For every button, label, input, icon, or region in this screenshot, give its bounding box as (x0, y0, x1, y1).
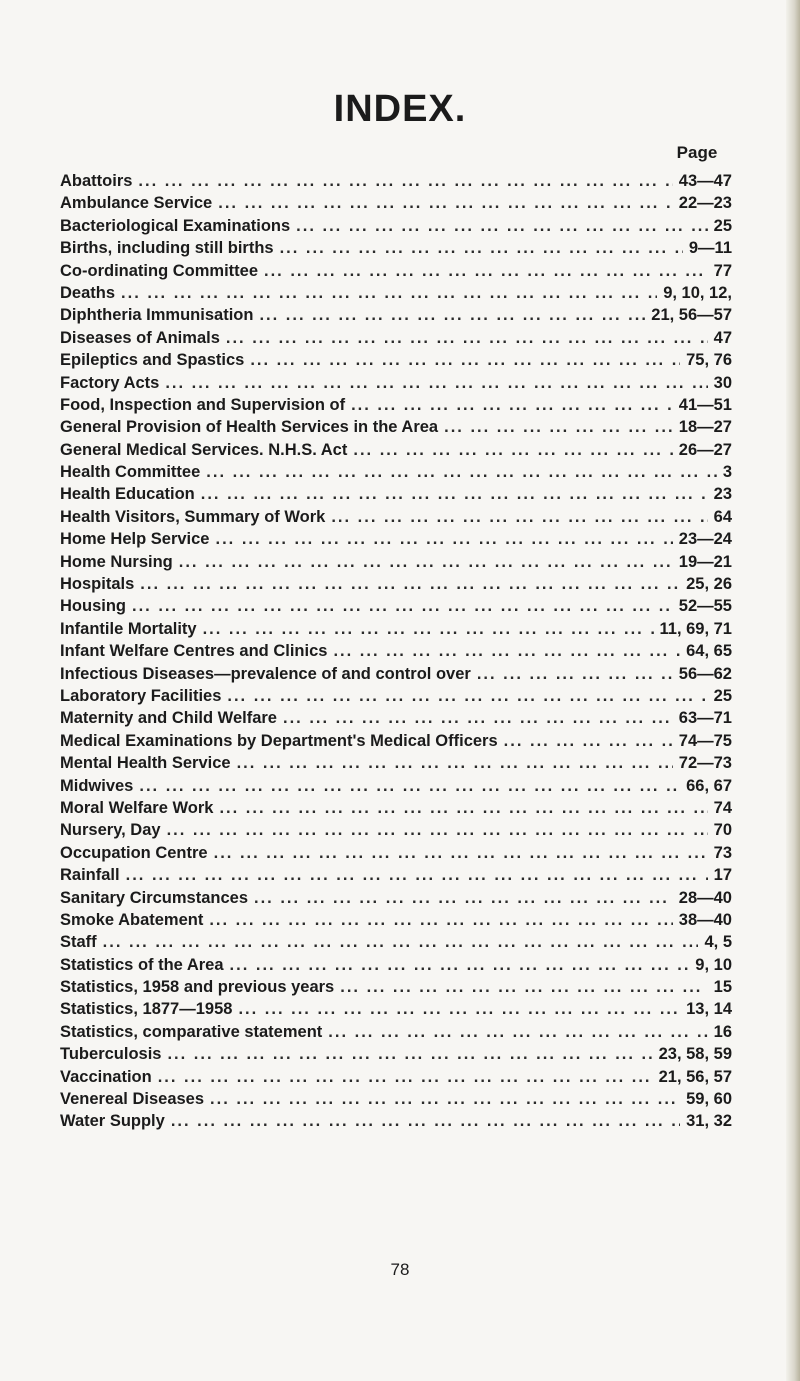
entry-pages: 17 (713, 866, 732, 885)
index-entry (60, 349, 732, 371)
dot-leader (333, 640, 680, 662)
dot-leader (139, 775, 680, 797)
entry-label: Midwives (60, 776, 134, 795)
dot-leader (121, 282, 657, 304)
dot-leader (226, 327, 708, 349)
entry-label: Bacteriological Examinations (60, 216, 291, 235)
index-entry (60, 998, 732, 1020)
dot-leader (132, 595, 673, 617)
entry-pages: 75, 76 (686, 351, 732, 370)
entry-label: Diphtheria Immunisation (60, 306, 254, 325)
index-entry (60, 260, 732, 282)
entry-pages: 9, 10, 12, (663, 283, 732, 302)
entry-pages: 25, 26 (686, 575, 732, 594)
dot-leader (328, 1021, 707, 1043)
entry-label: Rainfall (60, 866, 120, 885)
entry-pages: 73 (713, 843, 732, 862)
entry-pages: 31, 32 (686, 1112, 732, 1131)
index-entry (60, 461, 732, 483)
entry-pages: 64, 65 (686, 642, 732, 661)
dot-leader (215, 528, 672, 550)
dot-leader (219, 797, 707, 819)
entry-label: Mental Health Service (60, 754, 231, 773)
index-entry (60, 819, 732, 841)
page-edge-shadow (786, 0, 800, 1381)
entry-label: General Medical Services. N.H.S. Act (60, 440, 348, 459)
dot-leader (331, 506, 707, 528)
entry-pages: 38—40 (678, 910, 732, 929)
index-entry (60, 394, 732, 416)
entry-label: Staff (60, 933, 97, 952)
entry-pages: 21, 56—57 (651, 306, 732, 325)
index-entry (60, 595, 732, 617)
dot-leader (230, 954, 690, 976)
index-entry (60, 282, 732, 304)
entry-pages: 66, 67 (686, 776, 732, 795)
entry-pages: 63—71 (678, 709, 732, 728)
entry-pages: 52—55 (678, 597, 732, 616)
entry-label: Vaccination (60, 1067, 152, 1086)
index-entry (60, 327, 732, 349)
index-entry (60, 730, 732, 752)
index-entry (60, 707, 732, 729)
dot-leader (351, 394, 673, 416)
entry-pages: 64 (713, 507, 732, 526)
dot-leader (340, 976, 707, 998)
index-entry (60, 372, 732, 394)
page-title: INDEX. (333, 88, 467, 130)
entry-pages: 23 (713, 485, 732, 504)
entry-label: Home Help Service (60, 530, 210, 549)
index-entry (60, 483, 732, 505)
dot-leader (167, 819, 708, 841)
entry-label: Deaths (60, 283, 116, 302)
entry-label: Smoke Abatement (60, 910, 204, 929)
entry-pages: 22—23 (678, 194, 732, 213)
entry-label: Moral Welfare Work (60, 798, 214, 817)
dot-leader (237, 752, 673, 774)
entry-pages: 47 (713, 328, 732, 347)
entry-pages: 15 (713, 978, 732, 997)
entry-pages: 26—27 (678, 440, 732, 459)
entry-label: Statistics, 1958 and previous years (60, 978, 335, 997)
entry-pages: 18—27 (678, 418, 732, 437)
dot-leader (264, 260, 708, 282)
dot-leader (227, 685, 707, 707)
entry-pages: 25 (713, 686, 732, 705)
entry-pages: 9—11 (688, 239, 732, 258)
entry-label: Health Education (60, 485, 195, 504)
index-entry (60, 192, 732, 214)
dot-leader (254, 887, 673, 909)
dot-leader (214, 842, 708, 864)
dot-leader (238, 998, 680, 1020)
entry-label: Diseases of Animals (60, 328, 220, 347)
entry-pages: 70 (713, 821, 732, 840)
index-entry (60, 551, 732, 573)
entry-label: Statistics of the Area (60, 955, 224, 974)
entry-pages: 3 (722, 463, 732, 482)
index-entry (60, 1066, 732, 1088)
entry-pages: 41—51 (678, 395, 732, 414)
index-entry (60, 887, 732, 909)
index-entries (60, 170, 732, 1133)
entry-label: Births, including still births (60, 239, 274, 258)
entry-pages: 23—24 (678, 530, 732, 549)
index-entry (60, 775, 732, 797)
dot-leader (138, 170, 672, 192)
entry-pages: 56—62 (678, 664, 732, 683)
page-number: 78 (390, 1260, 410, 1279)
entry-label: Maternity and Child Welfare (60, 709, 277, 728)
dot-leader (296, 215, 707, 237)
entry-label: Ambulance Service (60, 194, 213, 213)
dot-leader (477, 663, 673, 685)
dot-leader (103, 931, 699, 953)
dot-leader (280, 237, 683, 259)
index-entry (60, 439, 732, 461)
dot-leader (171, 1110, 680, 1132)
entry-label: Home Nursing (60, 552, 173, 571)
index-entry (60, 954, 732, 976)
entry-pages: 74 (713, 798, 732, 817)
entry-pages: 59, 60 (686, 1090, 732, 1109)
dot-leader (504, 730, 673, 752)
index-entry (60, 1110, 732, 1132)
dot-leader (158, 1066, 653, 1088)
entry-label: Infantile Mortality (60, 619, 197, 638)
index-entry (60, 909, 732, 931)
index-entry (60, 1021, 732, 1043)
entry-pages: 74—75 (678, 731, 732, 750)
index-entry (60, 640, 732, 662)
dot-leader (283, 707, 673, 729)
index-entry (60, 528, 732, 550)
entry-pages: 9, 10 (695, 955, 732, 974)
entry-label: Medical Examinations by Department's Medical Officers (60, 731, 498, 750)
entry-pages: 4, 5 (704, 933, 732, 952)
entry-label: Statistics, comparative statement (60, 1022, 323, 1041)
entry-label: Epileptics and Spastics (60, 351, 245, 370)
dot-leader (167, 1043, 652, 1065)
index-entry (60, 416, 732, 438)
index-entry (60, 931, 732, 953)
entry-label: Infant Welfare Centres and Clinics (60, 642, 328, 661)
entry-pages: 16 (713, 1022, 732, 1041)
index-entry (60, 170, 732, 192)
dot-leader (259, 304, 645, 326)
dot-leader (179, 551, 673, 573)
entry-pages: 77 (713, 261, 732, 280)
index-entry (60, 663, 732, 685)
entry-label: Occupation Centre (60, 843, 208, 862)
entry-pages: 25 (713, 216, 732, 235)
entry-label: Health Visitors, Summary of Work (60, 507, 326, 526)
index-entry (60, 1043, 732, 1065)
page-column-heading: Page (676, 143, 718, 162)
dot-leader (353, 439, 672, 461)
index-entry (60, 573, 732, 595)
entry-label: Venereal Diseases (60, 1090, 205, 1109)
entry-pages: 72—73 (678, 754, 732, 773)
entry-pages: 23, 58, 59 (658, 1045, 732, 1064)
entry-pages: 43—47 (678, 172, 732, 190)
index-entry (60, 685, 732, 707)
entry-label: Factory Acts (60, 373, 160, 392)
entry-label: Abattoirs (60, 172, 133, 190)
entry-label: Tuberculosis (60, 1045, 162, 1064)
index-entry (60, 506, 732, 528)
entry-label: General Provision of Health Services in the Area (60, 418, 439, 437)
entry-label: Housing (60, 597, 126, 616)
entry-label: Co-ordinating Committee (60, 261, 258, 280)
entry-pages: 11, 69, 71 (659, 619, 732, 638)
entry-pages: 30 (713, 373, 732, 392)
dot-leader (444, 416, 673, 438)
entry-pages: 13, 14 (686, 1000, 732, 1019)
index-entry (60, 304, 732, 326)
dot-leader (201, 483, 708, 505)
entry-label: Infectious Diseases—prevalence of and control over (60, 664, 471, 683)
entry-label: Hospitals (60, 575, 135, 594)
dot-leader (206, 461, 717, 483)
index-entry (60, 864, 732, 886)
dot-leader (218, 192, 673, 214)
entry-pages: 19—21 (678, 552, 732, 571)
index-entry (60, 797, 732, 819)
index-entry (60, 976, 732, 998)
index-entry (60, 237, 732, 259)
dot-leader (126, 864, 708, 886)
entry-label: Statistics, 1877—1958 (60, 1000, 233, 1019)
dot-leader (203, 618, 654, 640)
dot-leader (250, 349, 680, 371)
entry-label: Sanitary Circumstances (60, 888, 249, 907)
index-entry (60, 1088, 732, 1110)
index-entry (60, 752, 732, 774)
entry-label: Nursery, Day (60, 821, 161, 840)
entry-label: Water Supply (60, 1112, 165, 1131)
entry-pages: 28—40 (678, 888, 732, 907)
index-entry (60, 215, 732, 237)
entry-pages: 21, 56, 57 (658, 1067, 732, 1086)
entry-label: Laboratory Facilities (60, 686, 222, 705)
entry-label: Health Committee (60, 463, 201, 482)
index-entry (60, 618, 732, 640)
index-entry (60, 842, 732, 864)
entry-label: Food, Inspection and Supervision of (60, 395, 346, 414)
dot-leader (165, 372, 707, 394)
dot-leader (140, 573, 680, 595)
dot-leader (210, 1088, 680, 1110)
dot-leader (209, 909, 672, 931)
